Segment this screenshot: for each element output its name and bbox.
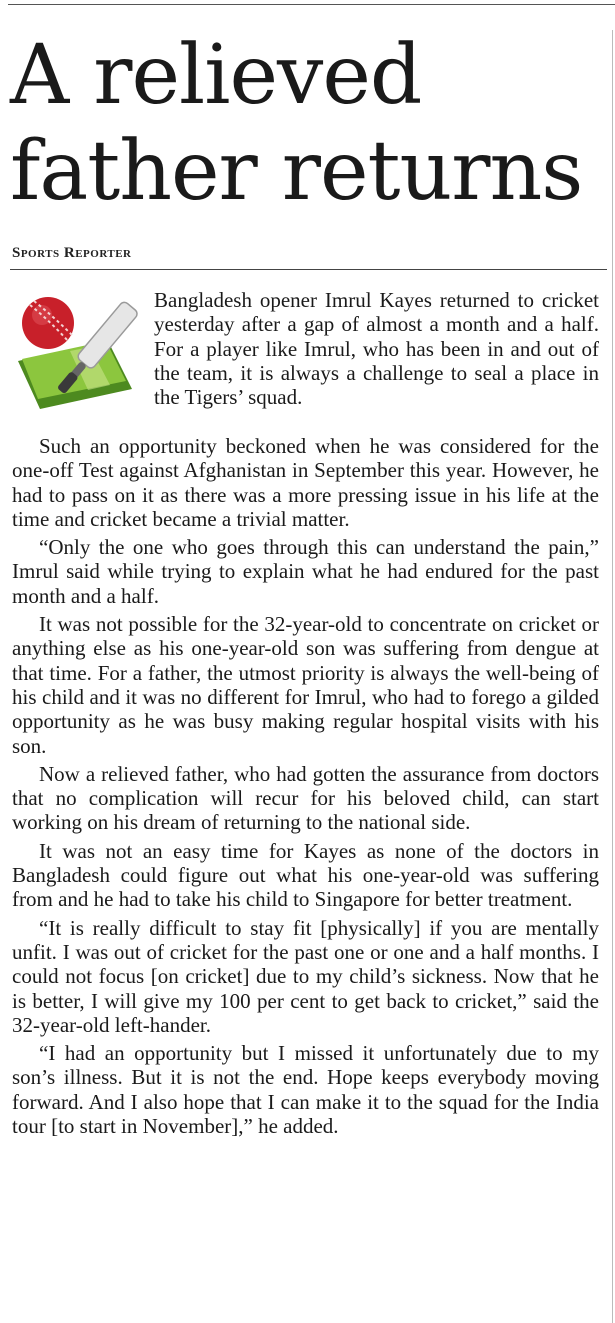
- paragraph-7: “It is really difficult to stay fit [physically] if you are mentally unfit. I was out of cricket for the past one or one and a half months. I could not focus [on cricket] due to my child’s sickness. Now that he is better, I will give my 100 per cent to get back to cricket,” said the 32-year-old left-hander.: [12, 915, 599, 1037]
- lead-paragraph: [154, 288, 599, 409]
- byline-rule: [10, 269, 607, 270]
- headline: A relieved father returns: [10, 28, 583, 219]
- paragraph-5: Now a relieved father, who had gotten the assurance from doctors that no complication will recur for his beloved child, can start working on his dream of returning to the national side.: [12, 761, 599, 835]
- paragraph-8: “I had an opportunity but I missed it unfortunately due to my son’s illness. But it is not the end. Hope keeps everybody moving forward. And I also hope that I can make it to the squad for the India tour [to start in November],” he added.: [12, 1041, 599, 1139]
- paragraph-4: It was not possible for the 32-year-old to concentrate on cricket or anything else as his one-year-old son was suffering from dengue at that time. For a father, the utmost priority is always the well-being of his child and it was no different for Imrul, who had to forego a gilded opportunity as he was busy making regular hospital visits with his son.: [12, 612, 599, 758]
- paragraph-6: It was not an easy time for Kayes as none of the doctors in Bangladesh could figure out what his one-year-old was suffering from and he had to take his child to Singapore for better treatment.: [12, 838, 599, 912]
- cricket-ball-bat-icon: [10, 283, 148, 421]
- paragraph-3: “Only the one who goes through this can understand the pain,” Imrul said while trying to explain what he had endured for the past month and a half.: [12, 535, 599, 608]
- byline: Sports Reporter: [12, 245, 132, 261]
- top-rule: [8, 4, 615, 5]
- paragraph-2: Such an opportunity beckoned when he was considered for the one-off Test against Afghanistan in September this year. However, he had to pass on it as there was a more pressing issue in his life at the time and cricket became a trivial matter.: [12, 434, 599, 531]
- paragraph-1: Bangladesh opener Imrul Kayes returned to cricket yesterday after a gap of almost a month and a half. For a player like Imrul, who has been in and out of the team, it is always a challenge to seal a place in the Tigers’ squad.: [154, 288, 599, 410]
- column-rule: [612, 30, 613, 1323]
- article-body: [12, 434, 599, 1142]
